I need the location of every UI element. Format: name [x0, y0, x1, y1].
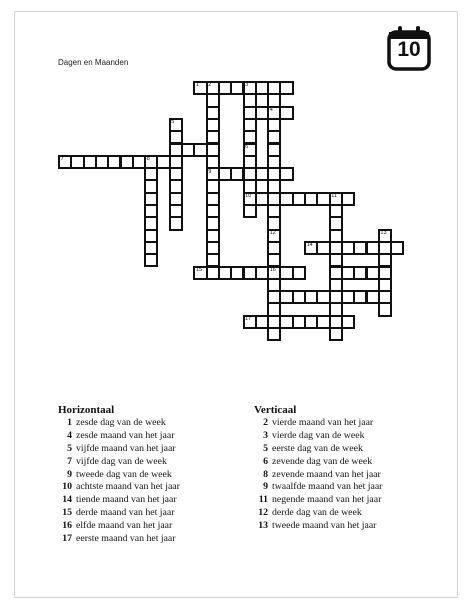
clue-item [254, 469, 382, 482]
clue-number: 10 [62, 481, 72, 493]
clue-text: derde dag van de week [272, 507, 362, 519]
clue-text: zevende dag van de week [272, 455, 373, 467]
cell-number: 15 [195, 266, 203, 273]
clue-number: 1 [67, 417, 72, 428]
clue-item [58, 430, 180, 443]
grid-cell[interactable] [267, 327, 281, 341]
clue-number: 2 [263, 417, 268, 428]
page-title: Dagen en Maanden [58, 58, 129, 67]
clue-number: 14 [62, 494, 72, 506]
clue-text: zesde maand van het jaar [76, 429, 175, 441]
grid-cell[interactable] [390, 241, 404, 255]
cell-number: 16 [269, 266, 276, 273]
clue-number: 16 [62, 520, 72, 532]
clue-number: 15 [62, 507, 72, 519]
clue-text: negende maand van het jaar [272, 494, 382, 506]
across-clues [58, 404, 180, 546]
cell-number: 12 [269, 230, 276, 236]
grid-cell[interactable] [341, 192, 355, 206]
clue-item [58, 469, 180, 482]
grid-cell[interactable] [243, 204, 257, 218]
clue-item [254, 456, 382, 469]
grid-cell[interactable] [292, 266, 306, 280]
cell-number: 8 [146, 156, 150, 163]
cell-number: 10 [245, 193, 252, 200]
clue-number: 12 [258, 507, 268, 519]
clue-item [58, 533, 180, 546]
clue-item [58, 417, 180, 430]
grid-cell[interactable] [279, 167, 293, 181]
clue-text: derde maand van het jaar [76, 507, 175, 519]
clue-number: 17 [62, 533, 72, 545]
grid-cell[interactable] [341, 315, 355, 329]
clue-number: 6 [263, 455, 268, 467]
clue-number: 7 [67, 455, 72, 467]
cell-number: 2 [208, 82, 212, 89]
cell-number: 11 [331, 193, 337, 200]
grid-cell[interactable] [144, 253, 158, 267]
grid-cell[interactable] [279, 81, 293, 95]
clue-text: tiende maand van het jaar [76, 494, 177, 506]
clue-text: vierde dag van de week [272, 429, 365, 441]
cell-number: 14 [306, 242, 313, 249]
clue-item [254, 494, 382, 507]
clue-item [254, 430, 382, 443]
across-heading: Horizontaal [58, 404, 115, 416]
cell-number: 4 [269, 107, 273, 113]
clue-number: 4 [67, 429, 72, 441]
down-heading: Verticaal [254, 404, 297, 416]
clue-number: 3 [263, 429, 268, 441]
clue-text: eerste maand van het jaar [76, 533, 176, 545]
clue-number: 9 [263, 481, 268, 493]
clue-text: elfde maand van het jaar [76, 520, 173, 532]
grid-cell[interactable] [169, 216, 183, 230]
grid-cell[interactable] [329, 327, 343, 341]
clue-text: twaalfde maand van het jaar [272, 481, 383, 493]
clue-text: zesde dag van de week [76, 417, 166, 428]
clue-text: tweede maand van het jaar [272, 520, 377, 532]
clue-text: vierde maand van het jaar [272, 417, 374, 428]
calendar-number: 10 [397, 38, 421, 61]
clue-text: vijfde dag van de week [76, 455, 167, 467]
clue-item [254, 417, 382, 430]
clue-number: 13 [258, 520, 268, 532]
clue-number: 9 [67, 468, 72, 480]
clue-item [58, 443, 180, 456]
clue-item [58, 520, 180, 533]
clue-item [254, 443, 382, 456]
clue-number: 11 [258, 494, 268, 506]
clue-item [58, 481, 180, 494]
clue-number: 8 [263, 468, 268, 480]
clue-item [58, 507, 180, 520]
clue-item [254, 520, 382, 533]
down-clues [254, 404, 382, 533]
cell-number: 17 [245, 316, 252, 323]
clue-number: 5 [263, 442, 268, 454]
cell-number: 7 [60, 156, 64, 163]
grid-cell[interactable] [279, 106, 293, 120]
cell-number: 5 [171, 119, 175, 126]
clue-item [254, 481, 382, 494]
cell-number: 9 [208, 168, 212, 175]
clue-text: tweede dag van de week [76, 468, 172, 480]
clue-item [254, 507, 382, 520]
clue-number: 5 [67, 442, 72, 454]
cell-number: 1 [195, 82, 199, 89]
clue-text: vijfde maand van het jaar [76, 442, 176, 454]
clue-item [58, 494, 180, 507]
cell-number: 13 [380, 230, 387, 236]
cell-number: 6 [245, 143, 249, 150]
clue-text: zevende maand van het jaar [272, 468, 381, 480]
grid-cell[interactable] [378, 302, 392, 316]
cell-number: 3 [245, 82, 249, 89]
clue-text: eerste dag van de week [272, 442, 363, 454]
clue-item [58, 456, 180, 469]
clue-text: achtste maand van het jaar [76, 481, 180, 493]
